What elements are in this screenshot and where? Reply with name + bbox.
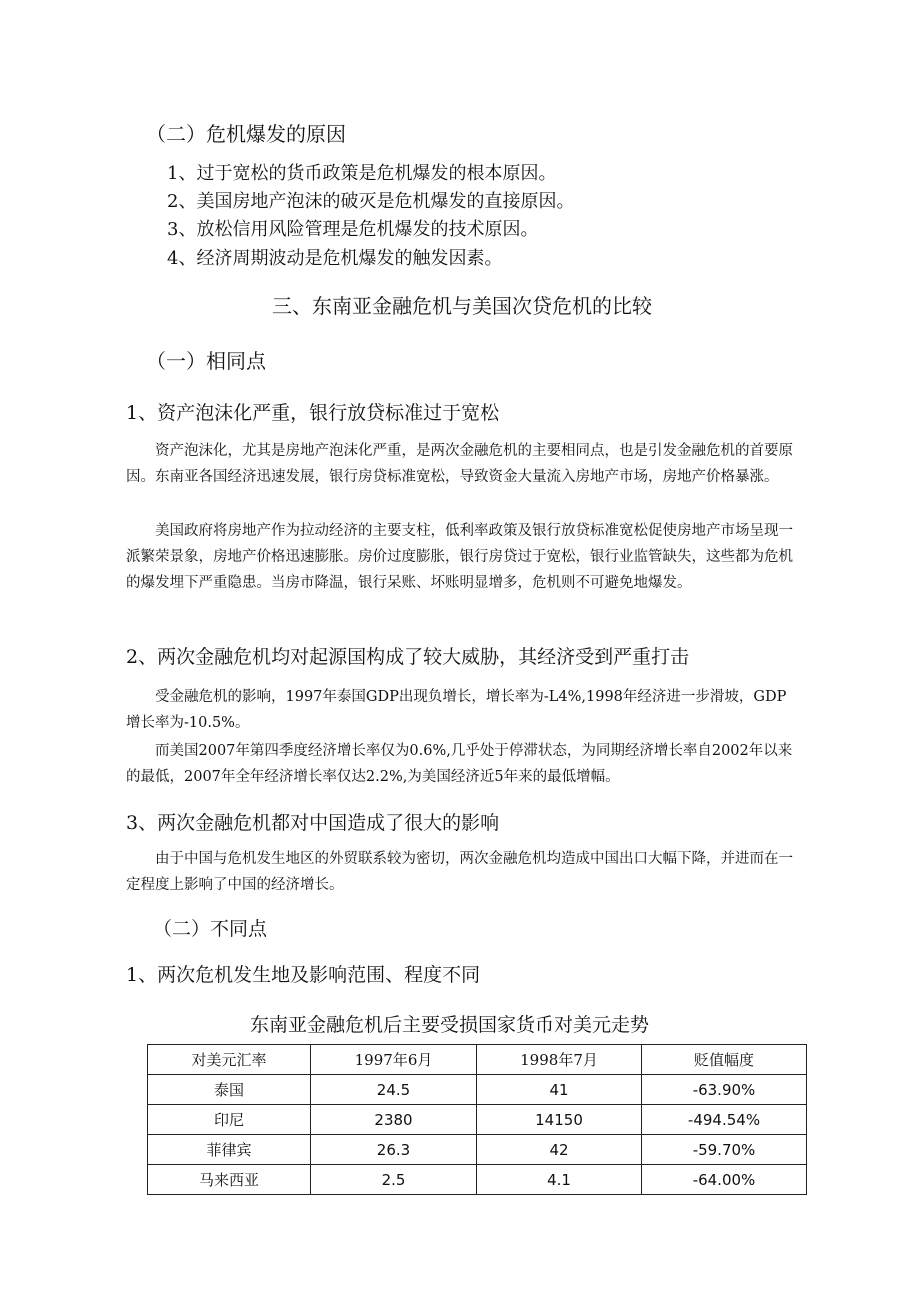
table-row (148, 1135, 807, 1165)
section-heading-causes: （二）危机爆发的原因 (146, 122, 346, 146)
subheading-location-scope: 1、两次危机发生地及影响范围、程度不同 (126, 964, 481, 986)
value-cell: 41 (477, 1075, 642, 1105)
value-cell: 14150 (477, 1105, 642, 1135)
table-row (148, 1075, 807, 1105)
value-cell: 24.5 (311, 1075, 477, 1105)
paragraph: 而美国2007年第四季度经济增长率仅为0.6%,几乎处于停滞状态，为同期经济增长率自2002年以来的最低，2007年全年经济增长率仅达2.2%,为美国经济近5年来的最低增幅。 (126, 743, 793, 785)
value-cell: 42 (477, 1135, 642, 1165)
value-cell: -494.54% (642, 1105, 807, 1135)
paragraph-block (126, 684, 796, 736)
paragraph: 由于中国与危机发生地区的外贸联系较为密切，两次金融危机均造成中国出口大幅下降，并进而在一定程度上影响了中国的经济增长。 (126, 851, 793, 893)
currency-table (147, 1044, 807, 1195)
header-cell: 对美元汇率 (148, 1045, 311, 1075)
country-cell: 印尼 (148, 1105, 311, 1135)
country-cell: 泰国 (148, 1075, 311, 1105)
value-cell: -64.00% (642, 1165, 807, 1195)
list-item: 2、美国房地产泡沫的破灭是危机爆发的直接原因。 (167, 191, 575, 212)
table-row (148, 1165, 807, 1195)
part-title: 三、东南亚金融危机与美国次贷危机的比较 (272, 294, 652, 318)
value-cell: -63.90% (642, 1075, 807, 1105)
header-cell: 1997年6月 (311, 1045, 477, 1075)
table-caption: 东南亚金融危机后主要受损国家货币对美元走势 (250, 1014, 650, 1036)
paragraph: 资产泡沫化，尤其是房地产泡沫化严重，是两次金融危机的主要相同点，也是引发金融危机的首要原因。东南亚各国经济迅速发展，银行房贷标准宽松，导致资金大量流入房地产市场，房地产价格暴涨。 (126, 443, 793, 485)
value-cell: 26.3 (311, 1135, 477, 1165)
country-cell: 马来西亚 (148, 1165, 311, 1195)
subheading-asset-bubble: 1、资产泡沫化严重，银行放贷标准过于宽松 (126, 402, 500, 424)
paragraph-block (126, 518, 796, 596)
section-heading-differences: （二）不同点 (153, 918, 268, 940)
paragraph-block (126, 438, 796, 490)
subheading-china-impact: 3、两次金融危机都对中国造成了很大的影响 (126, 812, 500, 834)
paragraph-block (126, 846, 796, 898)
list-item: 4、经济周期波动是危机爆发的触发因素。 (167, 248, 503, 269)
table-row (148, 1105, 807, 1135)
paragraph-block (126, 738, 796, 790)
header-cell: 贬值幅度 (642, 1045, 807, 1075)
paragraph: 受金融危机的影响，1997年泰国GDP出现负增长，增长率为-L4%,1998年经济进一步滑坡，GDP增长率为-10.5%。 (126, 689, 787, 731)
table-header-row (148, 1045, 807, 1075)
value-cell: 2.5 (311, 1165, 477, 1195)
country-cell: 菲律宾 (148, 1135, 311, 1165)
value-cell: 4.1 (477, 1165, 642, 1195)
header-cell: 1998年7月 (477, 1045, 642, 1075)
subheading-origin-threat: 2、两次金融危机均对起源国构成了较大威胁，其经济受到严重打击 (126, 646, 690, 668)
value-cell: 2380 (311, 1105, 477, 1135)
list-item: 1、过于宽松的货币政策是危机爆发的根本原因。 (167, 163, 557, 184)
list-item: 3、放松信用风险管理是危机爆发的技术原因。 (167, 219, 539, 240)
section-heading-similarities: （一）相同点 (146, 349, 266, 373)
paragraph: 美国政府将房地产作为拉动经济的主要支柱，低利率政策及银行放贷标准宽松促使房地产市场呈现一派繁荣景象，房地产价格迅速膨胀。房价过度膨胀，银行房贷过于宽松，银行业监管缺失，这些都为危机的爆发埋下严重隐患。当房市降温，银行呆账、坏账明显增多，危机则不可避免地爆发。 (126, 523, 793, 591)
value-cell: -59.70% (642, 1135, 807, 1165)
